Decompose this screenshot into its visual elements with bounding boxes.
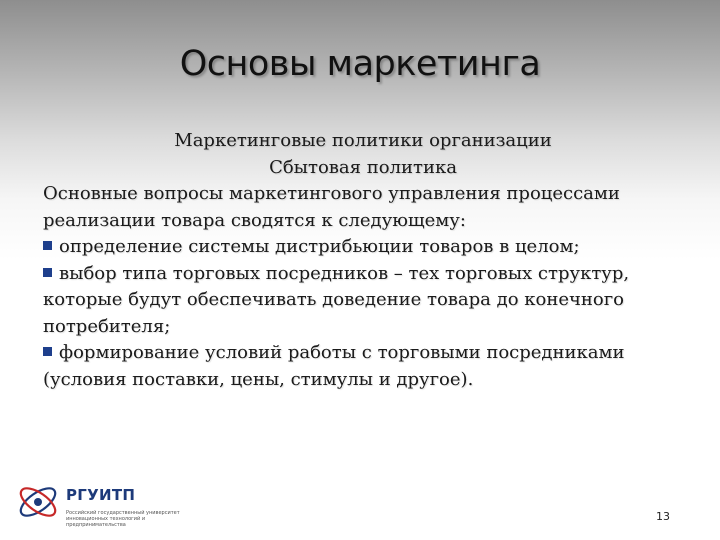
logo-subtitle: Российский государственный университет инновационных технологий и предпринимательства (66, 510, 180, 528)
page-number: 13 (656, 510, 670, 523)
intro-text: Основные вопросы маркетингового управления процессами реализации товара сводятся к следующему: (43, 183, 620, 231)
slide-title: Основы маркетинга (179, 44, 541, 84)
bullet-item-distribution: определение системы дистрибьюции товаров в целом; (43, 234, 683, 261)
bullet-item-conditions: формирование условий работы с торговыми посредниками (условия поставки, цены, стимулы и другое). (43, 340, 683, 393)
bullet-item-intermediaries: выбор типа торговых посредников – тех торговых структур, которые будут обеспечивать доведение товара до конечного потребителя; (43, 261, 683, 341)
university-logo (14, 476, 204, 534)
logo-text: РГУИТП (66, 486, 136, 504)
logo-emblem-icon (14, 476, 64, 534)
subtitle-policies: Маркетинговые политики организации (174, 130, 552, 151)
slide-content (43, 128, 683, 393)
subtitle-sales-policy: Сбытовая политика (269, 156, 457, 178)
